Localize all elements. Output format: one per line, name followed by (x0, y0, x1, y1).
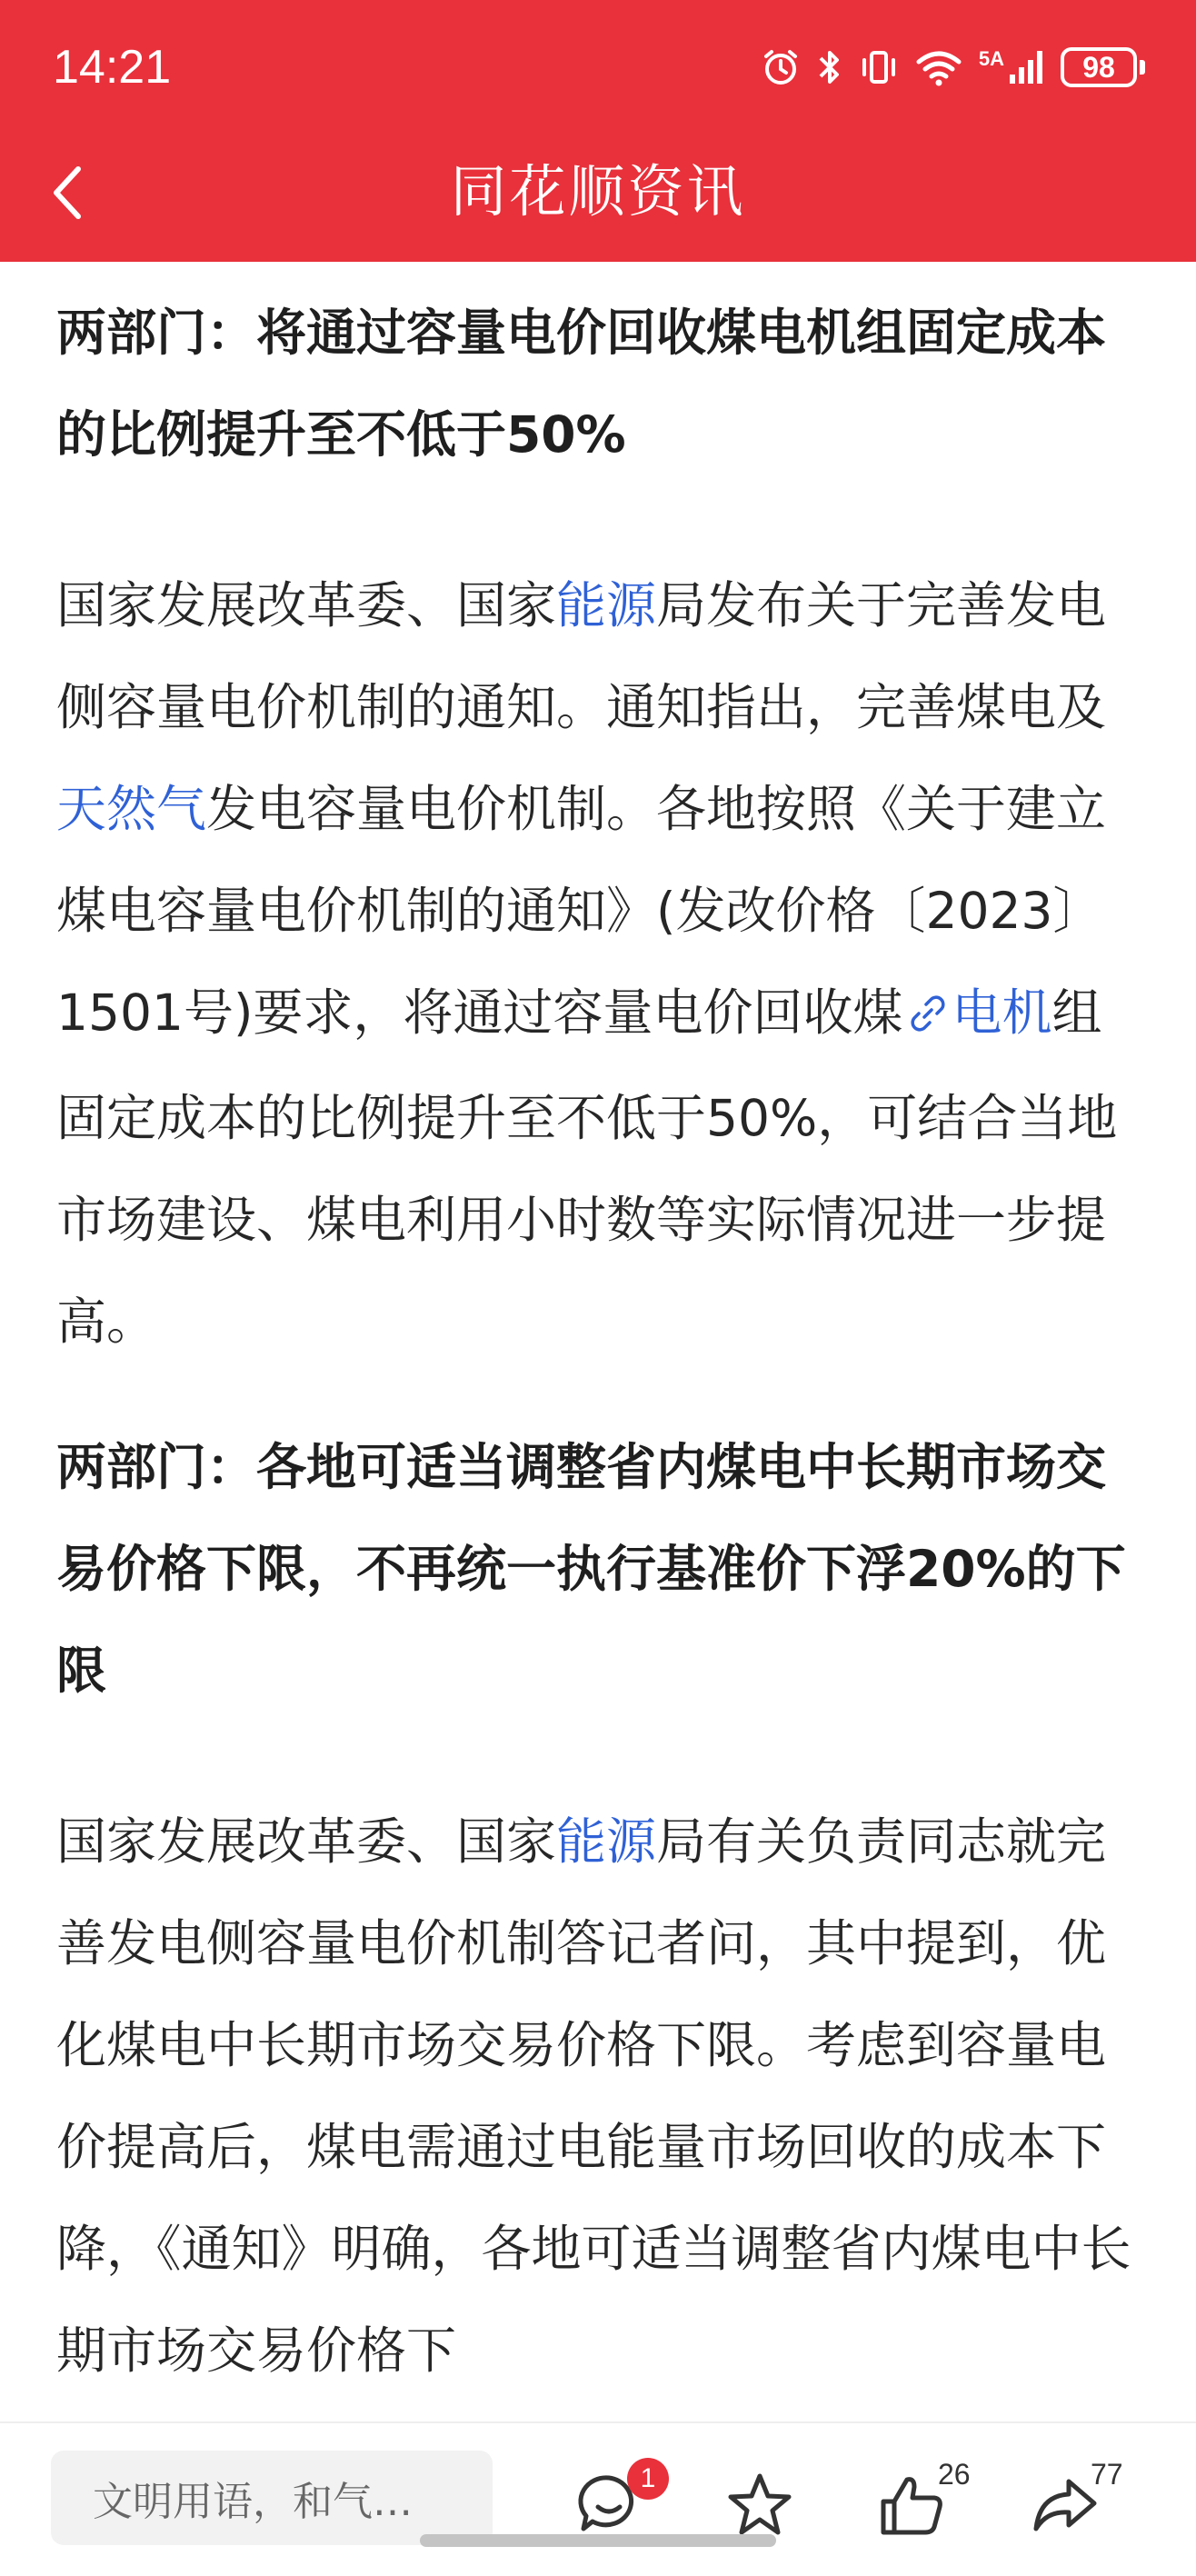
bottom-action-bar (0, 2421, 1196, 2576)
status-icons (761, 40, 1145, 95)
like-button[interactable] (867, 2451, 971, 2551)
app-header (0, 0, 1196, 262)
text-segment: 国家发展改革委、国家 (56, 576, 557, 634)
share-count: 77 (1091, 2458, 1123, 2491)
signal-icon (979, 49, 1044, 85)
vibrate-icon (859, 47, 899, 87)
star-icon (723, 2469, 796, 2541)
article-body (56, 262, 1147, 2421)
alarm-icon (761, 47, 801, 87)
text-segment: 发电容量电价机制。各地按照《关于建立煤电容量电价机制的通知》(发改价格〔2023〕1501号)要求，将通过容量电价回收煤 (56, 780, 1107, 1042)
keyword-link-energy-2[interactable]: 能源 (556, 1812, 657, 1871)
section-paragraph-1 (56, 554, 1147, 1373)
text-segment: 局有关负责同志就完善发电侧容量电价机制答记者问，其中提到，优化煤电中长期市场交易价格下限。考虑到容量电价提高后，煤电需通过电能量市场回收的成本下降，《通知》明确，各地可适当调整省内煤电中长期市场交易价格下 (56, 1812, 1131, 2380)
page-title: 同花顺资讯 (450, 158, 746, 225)
text-segment: 局发布关于完善发电侧容量电价机制的通知。通知指出，完善煤电及 (56, 576, 1107, 736)
share-button[interactable] (1020, 2451, 1123, 2551)
network-type-label: 5A (978, 47, 1004, 70)
keyword-link-natural-gas[interactable]: 天然气 (56, 780, 207, 838)
keyword-link-energy[interactable]: 能源 (556, 576, 657, 634)
text-segment: 国家发展改革委、国家 (56, 1812, 557, 1871)
section-paragraph-2 (56, 1791, 1147, 2401)
keyword-link-motor[interactable]: 电机 (952, 983, 1052, 1042)
section-heading-2: 两部门：各地可适当调整省内煤电中长期市场交易价格下限，不再统一执行基准价下浮20%的下限 (56, 1438, 1126, 1700)
comment-input[interactable] (51, 2451, 493, 2545)
comment-placeholder: 文明用语，和气… (93, 2479, 413, 2525)
battery-icon (1061, 47, 1145, 87)
status-time: 14:21 (53, 41, 172, 94)
battery-level: 98 (1061, 47, 1137, 87)
text-segment: 组固定成本的比例提升至不低于50%，可结合当地市场建设、煤电利用小时数等实际情况进一步提高。 (56, 983, 1118, 1351)
home-indicator[interactable] (420, 2534, 776, 2547)
comment-count-badge: 1 (627, 2458, 669, 2500)
section-heading-1: 两部门：将通过容量电价回收煤电机组固定成本的比例提升至不低于50% (56, 304, 1107, 464)
wifi-icon (915, 47, 962, 87)
like-count: 26 (938, 2458, 971, 2491)
link-icon[interactable] (908, 965, 948, 1067)
bluetooth-icon (817, 47, 842, 87)
